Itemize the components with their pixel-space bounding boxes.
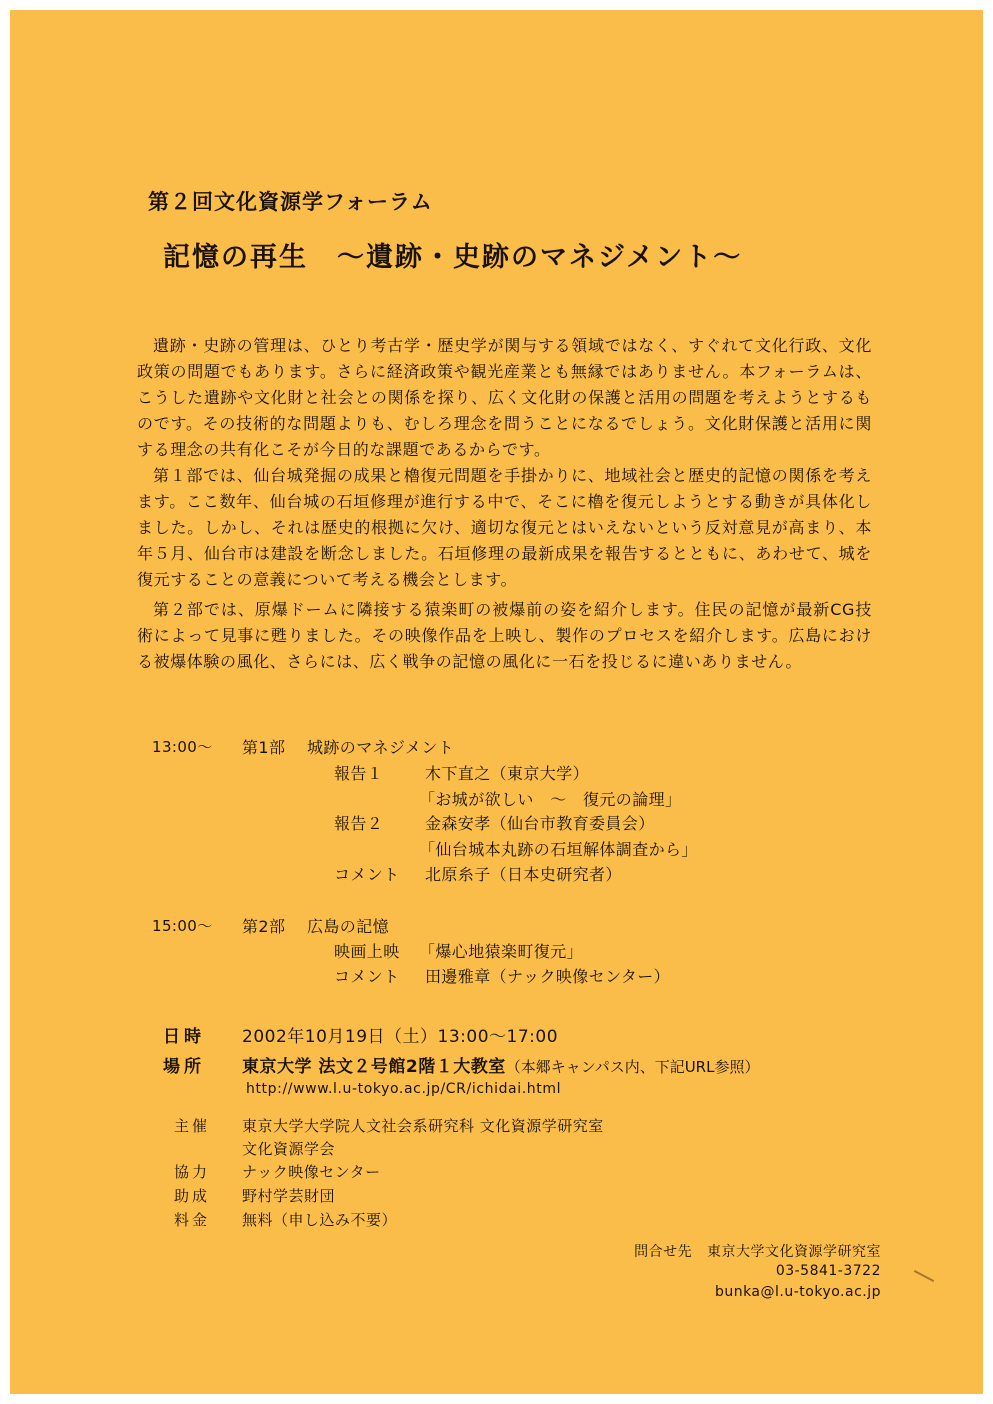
forum-title: 第２回文化資源学フォーラム xyxy=(148,190,433,214)
intro-paragraph: 遺跡・史跡の管理は、ひとり考古学・歴史学が関与する領域ではなく、すぐれて文化行政、文化政策の問題でもあります。さらに経済政策や観光産業とも無縁ではありません。本フォーラムは、こうした遺跡や文化財と社会との関係を探り、広く文化財の保護と活用の問題を考えようとするものです。その技術的な問題よりも、むしろ理念を問うことになるでしょう。文化財保護と活用に関する理念の共有化こそが今日的な課題であるからです。 xyxy=(137,336,872,459)
screening-title: 「爆心地猿楽町復元」 xyxy=(419,942,584,961)
date-label: 日時 xyxy=(163,1027,205,1047)
cooperation-label: 協力 xyxy=(174,1163,211,1181)
part2-time: 15:00～ xyxy=(152,917,213,935)
venue-note: （本郷キャンパス内、下記URL参照） xyxy=(505,1058,760,1076)
report1-label: 報告１ xyxy=(334,764,384,783)
part2-title: 広島の記憶 xyxy=(307,917,390,936)
part2-comment-label: コメント xyxy=(334,967,400,986)
contact-email-link[interactable]: bunka@l.u-tokyo.ac.jp xyxy=(714,1284,881,1300)
part2-label: 第2部 xyxy=(242,917,286,936)
intro-paragraph-part2: 第２部では、原爆ドームに隣接する猿楽町の被爆前の姿を紹介します。住民の記憶が最新CG技術によって見事に甦りました。その映像作品を上映し、製作のプロセスを紹介します。広島における被爆体験の風化、さらには、広く戦争の記憶の風化に一石を投じるに違いありません。 xyxy=(137,600,872,671)
part2-comment-speaker: 田邊雅章（ナック映像センター） xyxy=(425,967,671,986)
forum-subtitle: 記憶の再生 ～遺跡・史跡のマネジメント～ xyxy=(163,242,743,273)
report1-speaker: 木下直之（東京大学） xyxy=(425,764,590,783)
part1-label: 第1部 xyxy=(242,738,286,757)
report1-title: 「お城が欲しい ～ 復元の論理」 xyxy=(419,790,682,809)
venue-value: 東京大学 法文２号館2階１大教室 xyxy=(242,1057,506,1077)
part1-comment-label: コメント xyxy=(334,865,400,884)
flyer-sheet xyxy=(10,10,983,1394)
venue-line xyxy=(242,1052,759,1077)
organizer-line2: 文化資源学会 xyxy=(242,1140,336,1158)
date-value: 2002年10月19日（土）13:00～17:00 xyxy=(242,1027,559,1047)
contact-org: 東京大学文化資源学研究室 xyxy=(707,1244,881,1260)
part1-comment-speaker: 北原糸子（日本史研究者） xyxy=(425,865,622,884)
contact-phone: 03-5841-3722 xyxy=(775,1263,881,1279)
venue-label: 場所 xyxy=(163,1057,205,1077)
report2-title: 「仙台城本丸跡の石垣解体調査から」 xyxy=(419,840,698,859)
cooperation-value: ナック映像センター xyxy=(242,1163,381,1181)
venue-url-link[interactable]: http://www.l.u-tokyo.ac.jp/CR/ichidai.html xyxy=(246,1081,562,1097)
organizer-label: 主催 xyxy=(174,1117,211,1135)
support-label: 助成 xyxy=(174,1187,211,1205)
organizer-line1: 東京大学大学院人文社会系研究科 文化資源学研究室 xyxy=(242,1117,604,1135)
report2-speaker: 金森安孝（仙台市教育委員会） xyxy=(425,814,655,833)
contact-line xyxy=(634,1241,881,1261)
screening-label: 映画上映 xyxy=(334,942,400,961)
fee-label: 料金 xyxy=(174,1211,211,1229)
report2-label: 報告２ xyxy=(334,814,384,833)
contact-label: 問合せ先 xyxy=(634,1244,693,1260)
intro-paragraph-part1: 第１部では、仙台城発掘の成果と櫓復元問題を手掛かりに、地域社会と歴史的記憶の関係を考えます。ここ数年、仙台城の石垣修理が進行する中で、そこに櫓を復元しようとする動きが具体化しました。しかし、それは歴史的根拠に欠け、適切な復元とはいえないという反対意見が高まり、本年５月、仙台市は建設を断念しました。石垣修理の最新成果を報告するとともに、あわせて、城を復元することの意義について考える機会とします。 xyxy=(137,466,872,589)
part1-time: 13:00～ xyxy=(152,738,213,756)
fee-value: 無料（申し込み不要） xyxy=(242,1211,398,1229)
support-value: 野村学芸財団 xyxy=(242,1187,336,1205)
part1-title: 城跡のマネジメント xyxy=(307,738,455,757)
